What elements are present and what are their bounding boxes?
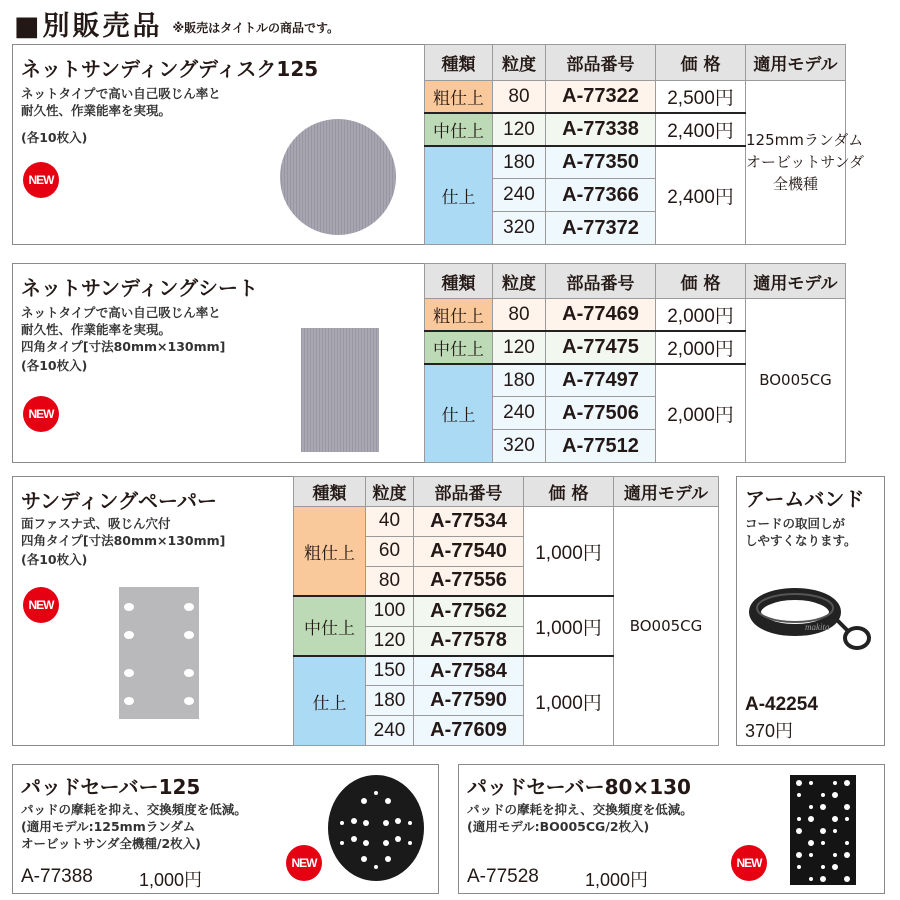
part-number-cell: A-77338 (546, 113, 656, 146)
model-cell: 125mmランダム オービットサンダ 全機種 (746, 81, 846, 245)
table-header-row (425, 264, 846, 299)
page-title: ■別販売品 (14, 11, 163, 42)
model-cell: BO005CG (746, 299, 846, 463)
pad-saver-125-image (326, 773, 426, 883)
product-desc: コードの取回しが しやすくなります。 (745, 516, 857, 548)
product-sanding-paper-panel (12, 476, 294, 746)
part-number-cell: A-77562 (414, 596, 524, 626)
table-row (425, 299, 846, 332)
kind-cell: 仕上 (425, 364, 493, 462)
part-number-cell: A-77497 (546, 364, 656, 397)
column-header: 適用モデル (746, 264, 846, 299)
column-header: 種類 (425, 264, 493, 299)
column-header: 粒度 (493, 264, 546, 299)
kind-cell: 粗仕上 (425, 299, 493, 332)
price-cell: 2,000円 (656, 331, 746, 364)
part-number-cell: A-77322 (546, 81, 656, 114)
part-number-cell: A-77506 (546, 397, 656, 430)
column-header: 適用モデル (746, 45, 846, 81)
new-badge: NEW (286, 845, 322, 881)
pad-saver-80-image (790, 775, 856, 885)
product-title: アームバンド (745, 487, 865, 511)
pad-saver-80-panel (458, 764, 885, 894)
table-header-row (425, 45, 846, 81)
part-number-cell: A-77578 (414, 626, 524, 656)
new-badge: NEW (23, 396, 59, 432)
grit-cell: 80 (493, 299, 546, 332)
product-title: ネットサンディングディスク125 (21, 57, 319, 81)
grit-cell: 150 (366, 656, 414, 686)
product-net-sheet-panel (12, 263, 425, 463)
price-cell: 1,000円 (524, 507, 614, 597)
grit-cell: 180 (493, 146, 546, 179)
part-number-cell: A-77584 (414, 656, 524, 686)
column-header: 価 格 (656, 264, 746, 299)
kind-cell: 粗仕上 (294, 507, 366, 597)
part-number-cell: A-77609 (414, 716, 524, 746)
table-header-row (294, 477, 719, 507)
column-header: 粒度 (366, 477, 414, 507)
price-cell: 1,000円 (524, 596, 614, 656)
part-number-cell: A-77366 (546, 179, 656, 212)
page-note: ※販売はタイトルの商品です。 (172, 21, 339, 35)
column-header: 種類 (294, 477, 366, 507)
grit-cell: 240 (366, 716, 414, 746)
price: 1,000円 (139, 870, 203, 890)
price: 370円 (745, 721, 794, 741)
product-title: ネットサンディングシート (21, 276, 258, 300)
product-title: パッドセーバー80×130 (467, 775, 691, 799)
grit-cell: 60 (366, 536, 414, 566)
column-header: 粒度 (493, 45, 546, 81)
price-cell: 2,500円 (656, 81, 746, 114)
grit-cell: 320 (493, 430, 546, 463)
new-badge: NEW (731, 845, 767, 881)
grit-cell: 80 (493, 81, 546, 114)
part-number: A-42254 (745, 694, 818, 715)
part-number: A-77528 (467, 866, 539, 887)
product-title: サンディングペーパー (21, 489, 217, 513)
part-number-cell: A-77540 (414, 536, 524, 566)
product-desc: ネットタイプで高い自己吸じん率と 耐久性、作業能率を実現。 (21, 86, 221, 118)
product-desc: パッドの摩耗を抑え、交換頻度を低減。 (適用モデル:125mmランダム オービットサンダ全機種/2枚入) (21, 802, 247, 851)
price-cell: 1,000円 (524, 656, 614, 746)
kind-cell: 仕上 (425, 146, 493, 244)
price-cell: 2,000円 (656, 299, 746, 332)
column-header: 部品番号 (414, 477, 524, 507)
part-number-cell: A-77372 (546, 212, 656, 245)
spec-table-sanding-paper (293, 476, 719, 746)
part-number: A-77388 (21, 866, 93, 887)
column-header: 価 格 (656, 45, 746, 81)
model-cell: BO005CG (614, 507, 719, 746)
spec-table-net-sheet (424, 263, 846, 463)
kind-cell: 中仕上 (425, 113, 493, 146)
kind-cell: 中仕上 (425, 331, 493, 364)
arm-band-logo: makita (805, 622, 830, 632)
product-qty: (各10枚入) (21, 552, 88, 567)
pad-saver-125-panel (12, 764, 439, 894)
part-number-cell: A-77590 (414, 686, 524, 716)
column-header: 種類 (425, 45, 493, 81)
grit-cell: 120 (366, 626, 414, 656)
grit-cell: 40 (366, 507, 414, 537)
part-number-cell: A-77469 (546, 299, 656, 332)
kind-cell: 粗仕上 (425, 81, 493, 114)
column-header: 価 格 (524, 477, 614, 507)
price-cell: 2,400円 (656, 146, 746, 244)
arm-band-image (747, 582, 877, 662)
grit-cell: 240 (493, 179, 546, 212)
page-heading (14, 4, 339, 43)
new-badge: NEW (23, 587, 59, 623)
product-desc: ネットタイプで高い自己吸じん率と 耐久性、作業能率を実現。 四角タイプ[寸法80mm×130mm] (21, 305, 226, 354)
product-net-disc-panel (12, 44, 425, 245)
net-sheet-image (301, 328, 379, 452)
column-header: 部品番号 (546, 45, 656, 81)
part-number-cell: A-77512 (546, 430, 656, 463)
grit-cell: 180 (366, 686, 414, 716)
grit-cell: 80 (366, 566, 414, 596)
part-number-cell: A-77556 (414, 566, 524, 596)
product-title: パッドセーバー125 (21, 775, 201, 799)
table-row (294, 507, 719, 537)
kind-cell: 仕上 (294, 656, 366, 746)
sanding-paper-image (119, 587, 199, 719)
product-qty: (各10枚入) (21, 358, 88, 373)
column-header: 部品番号 (546, 264, 656, 299)
product-desc: 面ファスナ式、吸じん穴付 四角タイプ[寸法80mm×130mm] (21, 516, 226, 548)
part-number-cell: A-77350 (546, 146, 656, 179)
price: 1,000円 (585, 870, 649, 890)
spec-table-net-disc (424, 44, 865, 245)
new-badge: NEW (23, 162, 59, 198)
arm-band-panel (736, 476, 885, 746)
price-cell: 2,000円 (656, 364, 746, 462)
table-row (425, 81, 846, 114)
price-cell: 2,400円 (656, 113, 746, 146)
grit-cell: 180 (493, 364, 546, 397)
grit-cell: 240 (493, 397, 546, 430)
net-disc-image (278, 117, 398, 237)
product-qty: (各10枚入) (21, 130, 88, 145)
column-header: 適用モデル (614, 477, 719, 507)
grit-cell: 320 (493, 212, 546, 245)
grit-cell: 120 (493, 113, 546, 146)
kind-cell: 中仕上 (294, 596, 366, 656)
grit-cell: 100 (366, 596, 414, 626)
product-desc: パッドの摩耗を抑え、交換頻度を低減。 (適用モデル:BO005CG/2枚入) (467, 802, 693, 834)
part-number-cell: A-77534 (414, 507, 524, 537)
part-number-cell: A-77475 (546, 331, 656, 364)
grit-cell: 120 (493, 331, 546, 364)
